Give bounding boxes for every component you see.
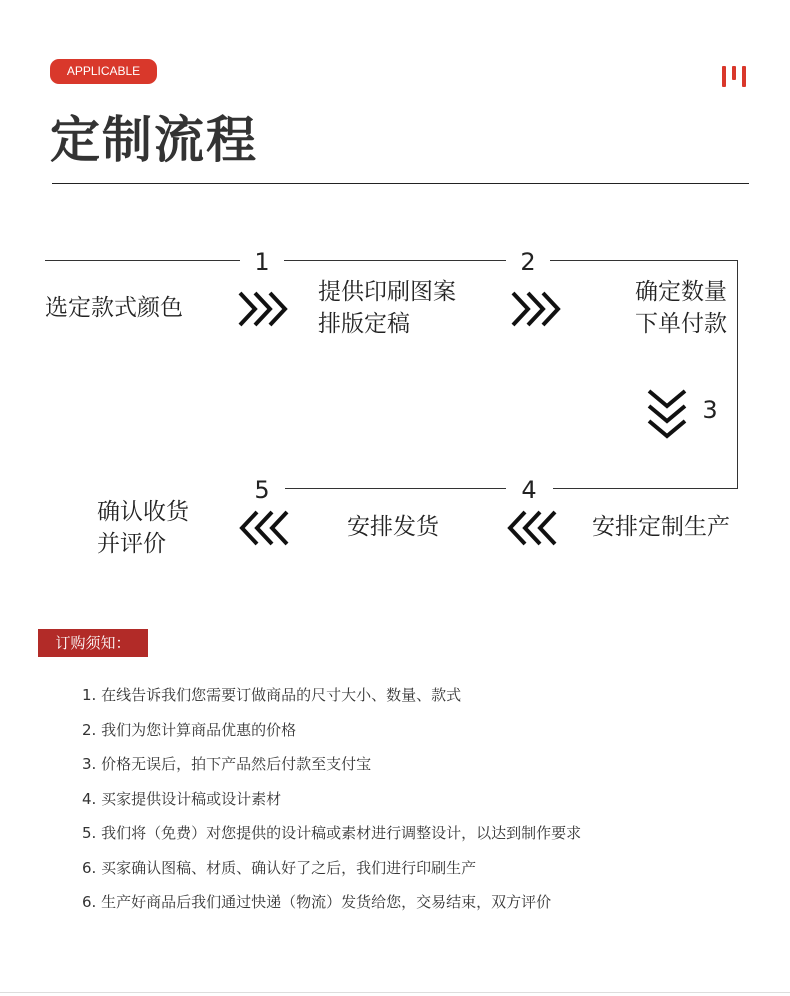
- flow-line: [550, 260, 738, 261]
- chevron-right-icon: [237, 290, 291, 328]
- chevron-left-icon: [504, 509, 558, 547]
- list-item: 6. 买家确认图稿、材质、确认好了之后，我们进行印刷生产: [82, 858, 477, 877]
- step-production: 安排定制生产: [592, 514, 730, 540]
- step-receive-review: 确认收货 并评价: [97, 499, 189, 557]
- notice-title: 订购须知：: [38, 629, 148, 657]
- list-item: 4. 买家提供设计稿或设计素材: [82, 789, 282, 808]
- step-number-5: 5: [254, 476, 270, 504]
- step-select-style: 选定款式颜色: [45, 295, 183, 321]
- list-item: 1. 在线告诉我们您需要订做商品的尺寸大小、数量、款式: [82, 686, 462, 704]
- chevron-right-icon: [510, 290, 564, 328]
- step-number-1: 1: [254, 248, 270, 276]
- chevron-left-icon: [236, 509, 290, 547]
- list-item: 6. 生产好商品后我们通过快递（物流）发货给您，交易结束，双方评价: [82, 893, 552, 911]
- page-title: 定制流程: [50, 111, 258, 169]
- step-provide-design: 提供印刷图案 排版定稿: [318, 279, 456, 337]
- list-item: 2. 我们为您计算商品优惠的价格: [82, 720, 297, 739]
- flow-line: [737, 260, 738, 489]
- step-number-2: 2: [520, 248, 536, 276]
- flow-line: [45, 260, 240, 261]
- applicable-badge: APPLICABLE: [50, 59, 157, 84]
- step-number-4: 4: [521, 476, 537, 504]
- flow-line: [553, 488, 738, 489]
- step-shipping: 安排发货: [347, 514, 439, 540]
- notice-list: [82, 683, 581, 925]
- step-number-3: 3: [702, 396, 718, 424]
- flow-line: [284, 260, 506, 261]
- divider: [52, 183, 749, 184]
- list-item: 5. 我们将（免费）对您提供的设计稿或素材进行调整设计，以达到制作要求: [82, 824, 582, 842]
- list-item: 3. 价格无误后，拍下产品然后付款至支付宝: [82, 755, 372, 773]
- bottom-divider: [0, 992, 790, 993]
- step-confirm-order: 确定数量 下单付款: [635, 279, 727, 337]
- chevron-down-icon: [647, 388, 687, 442]
- flow-line: [285, 488, 506, 489]
